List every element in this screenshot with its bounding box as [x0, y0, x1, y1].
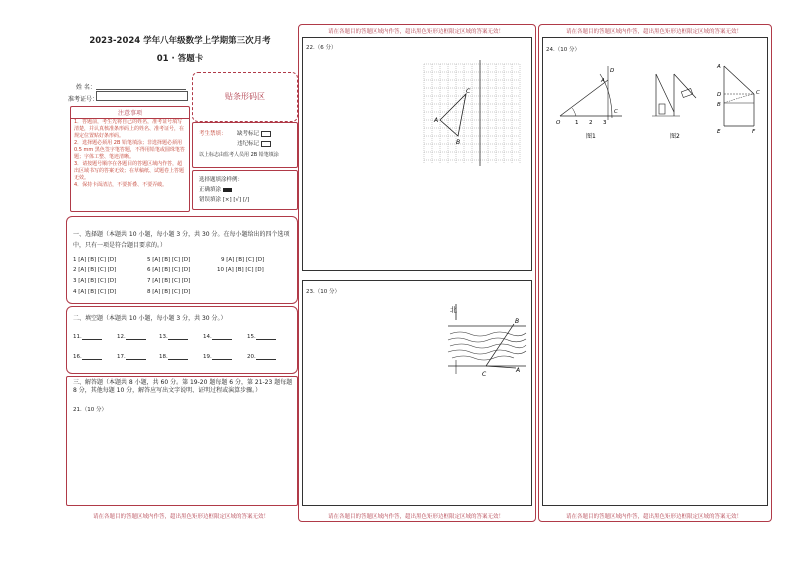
fig3-label-c: C — [756, 90, 760, 96]
choice-q1[interactable]: 1 [A] [B] [C] [D] — [73, 257, 117, 263]
id-boxes[interactable] — [96, 91, 188, 101]
fill-sample-box: 选择题填涂样例： 正确填涂 错误填涂 [×] [√] [/] — [192, 170, 298, 210]
warning-bottom-left: 请在各题目的答题区域内作答，超出黑色矩形边框限定区域的答案无效！ — [92, 514, 269, 520]
choice-q5[interactable]: 5 [A] [B] [C] [D] — [147, 257, 191, 263]
name-line[interactable] — [96, 89, 186, 90]
q24-fig1 — [550, 62, 628, 142]
choice-q10[interactable]: 10 [A] [B] [C] [D] — [217, 267, 264, 273]
q23-point-c: C — [482, 371, 487, 378]
fig1-label-o: O — [556, 120, 561, 126]
q24-fig3 — [716, 60, 766, 138]
choice-q6[interactable]: 6 [A] [B] [C] [D] — [147, 267, 191, 273]
note-item: 4．保持卡面清洁，不要折叠、不要弄破。 — [74, 182, 168, 188]
id-label: 准考证号： — [68, 96, 99, 103]
choice-q3[interactable]: 3 [A] [B] [C] [D] — [73, 278, 117, 284]
choice-q9[interactable]: 9 [A] [B] [C] [D] — [221, 257, 265, 263]
fig3-label-f: F — [752, 129, 756, 135]
choice-q7[interactable]: 7 [A] [B] [C] [D] — [147, 278, 191, 284]
section1-box — [66, 216, 298, 304]
choice-q4[interactable]: 4 [A] [B] [C] [D] — [73, 289, 117, 295]
fig1-label-3: 3 — [603, 120, 607, 126]
note-item: 1．答题前，考生先将自己的姓名，准考证号填写清楚，并认真核准条形码上的姓名、准考证号，在规定位置贴好条形码。 — [74, 119, 185, 139]
blank-14[interactable]: 14. — [203, 333, 232, 340]
fig1-label-a: A — [601, 78, 605, 84]
section1-title: 一、选择题（本题共 10 小题，每小题 3 分，共 30 分。在每小题给出的四个选项中，只有一项是符合题目要求的。） — [73, 231, 290, 249]
q22-grid-figure — [420, 60, 526, 166]
absent-checkbox[interactable] — [261, 131, 271, 137]
q22-point-c: C — [466, 88, 471, 95]
blank-12[interactable]: 12. — [117, 333, 146, 340]
q23-label: 23.（10 分） — [306, 289, 340, 295]
blank-16[interactable]: 16. — [73, 353, 102, 360]
attention-box: 考生禁填： 缺考标记 违纪标记 以上标志由监考人员用 2B 铅笔填涂 — [192, 122, 298, 168]
q23-point-b: B — [515, 318, 520, 325]
choice-q8[interactable]: 8 [A] [B] [C] [D] — [147, 289, 191, 295]
fig2-caption: 图2 — [670, 133, 680, 140]
section2-box — [66, 306, 298, 374]
q24-fig2 — [650, 62, 710, 142]
q21-label: 21.（10 分） — [73, 407, 107, 413]
q24-label: 24.（10 分） — [546, 47, 580, 53]
blank-20[interactable]: 20. — [247, 353, 276, 360]
fig1-caption: 图1 — [586, 133, 596, 140]
section3-title: 三、解答题（本题共 8 小题，共 60 分。第 19-20 题每题 6 分，第 21-23 题每题 8 分，其他每题 10 分，解答应写出文字说明、证明过程或演算步骤。） — [73, 379, 293, 394]
q23-river-figure — [440, 300, 530, 380]
note-item: 3．请按题号顺序在各题目的答题区域内作答，超出区域书写的答案无效；在草稿纸、试题卷上答题无效。 — [74, 161, 185, 181]
blank-19[interactable]: 19. — [203, 353, 232, 360]
q23-north: 北 — [450, 306, 457, 314]
choice-q2[interactable]: 2 [A] [B] [C] [D] — [73, 267, 117, 273]
exam-title: 2023-2024 学年八年级数学上学期第三次月考 — [89, 36, 271, 46]
barcode-area: 贴条形码区 — [192, 72, 298, 122]
q22-point-a: A — [434, 117, 439, 124]
notes-box: 注意事项 1．答题前，考生先将自己的姓名，准考证号填写清楚，并认真核准条形码上的姓名、准考证号，在规定位置贴好条形码。 2．选择题必须用 2B 铅笔填涂；非选择题必须用 0.5 mm 黑色签字笔答题，不得用铅笔或圆珠笔答题；字体工整、笔迹清晰。 3．请按题号顺序在各题目的答题区域内作答，超出区域书写的答案无效；在草稿纸、试题卷上答题无效。 4．保持卡面清洁，不要折叠、不要弄破。 — [70, 106, 190, 212]
name-label: 姓 名： — [76, 84, 96, 91]
blank-17[interactable]: 17. — [117, 353, 146, 360]
q22-point-b: B — [456, 139, 461, 146]
violation-checkbox[interactable] — [261, 141, 271, 147]
exam-subtitle: 01 · 答题卡 — [156, 54, 204, 64]
warning-top-right: 请在各题目的答题区域内作答，超出黑色矩形边框限定区域的答案无效！ — [565, 29, 742, 35]
fig1-label-c: C — [614, 109, 618, 115]
section2-title: 二、填空题（本题共 10 小题，每小题 3 分，共 30 分。） — [73, 315, 227, 322]
blank-13[interactable]: 13. — [159, 333, 188, 340]
fig1-label-2: 2 — [589, 120, 593, 126]
fig1-label-d: D — [610, 68, 615, 74]
warning-bottom-middle: 请在各题目的答题区域内作答，超出黑色矩形边框限定区域的答案无效！ — [327, 514, 504, 520]
warning-bottom-right: 请在各题目的答题区域内作答，超出黑色矩形边框限定区域的答案无效！ — [565, 514, 742, 520]
blank-15[interactable]: 15. — [247, 333, 276, 340]
blank-18[interactable]: 18. — [159, 353, 188, 360]
note-item: 2．选择题必须用 2B 铅笔填涂；非选择题必须用 0.5 mm 黑色签字笔答题，不得用铅笔或圆珠笔答题；字体工整、笔迹清晰。 — [74, 140, 185, 160]
fig3-label-a: A — [717, 64, 721, 70]
fig3-label-d: D — [717, 92, 722, 98]
q22-label: 22.（6 分） — [306, 45, 337, 51]
section3-box[interactable] — [66, 376, 298, 506]
fig3-label-b: B — [717, 102, 721, 108]
blank-11[interactable]: 11. — [73, 333, 102, 340]
q23-point-a: A — [516, 367, 521, 374]
fig1-label-1: 1 — [575, 120, 579, 126]
warning-top-middle: 请在各题目的答题区域内作答，超出黑色矩形边框限定区域的答案无效！ — [327, 29, 504, 35]
fig3-label-e: E — [717, 129, 721, 135]
